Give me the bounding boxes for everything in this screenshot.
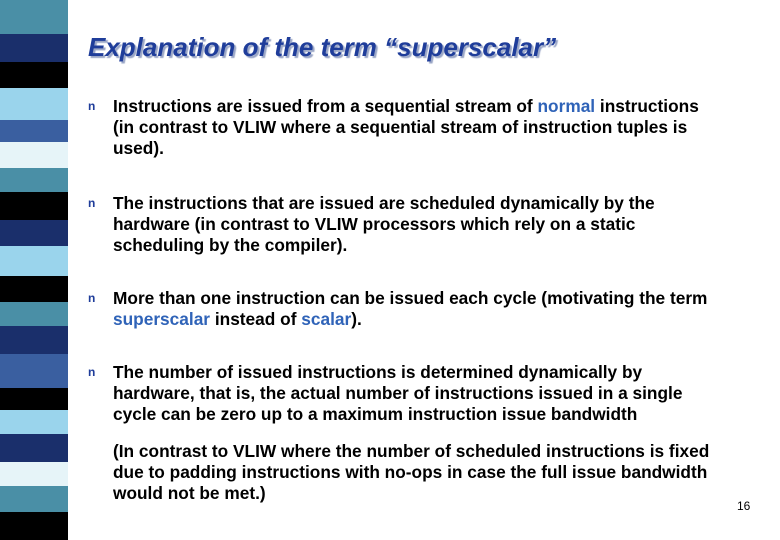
decorative-color-stripe — [0, 0, 68, 540]
bullet-item — [88, 96, 724, 159]
bullet-marker: n — [88, 99, 96, 113]
highlight-term: superscalar — [113, 309, 211, 329]
bullet-marker: n — [88, 365, 96, 379]
bullet-text: Instructions are issued from a sequential stream of normal instructions (in contrast to VLIW where a sequential stream of instruction tuples is used). — [113, 96, 699, 158]
bullet-item — [88, 193, 724, 256]
bullet-text: More than one instruction can be issued each cycle (motivating the term superscalar instead of scalar). — [113, 288, 708, 329]
bullet-text: The instructions that are issued are scheduled dynamically by the hardware (in contrast to VLIW processors which rely on a static scheduling by the compiler). — [113, 193, 655, 255]
bullet-marker: n — [88, 291, 96, 305]
slide-title: Explanation of the term “superscalar” — [88, 32, 557, 62]
page-number: 16 — [737, 499, 751, 513]
note-paragraph: (In contrast to VLIW where the number of scheduled instructions is fixed due to padding instructions with no-ops in case the full issue bandwidth would not be met.) — [113, 441, 710, 503]
bullet-marker: n — [88, 196, 96, 210]
highlight-term: scalar — [301, 309, 352, 329]
bullet-text: The number of issued instructions is determined dynamically by hardware, that is, the actual number of instructions issued in a single cycle can be zero up to a maximum instruction issue bandwidth — [113, 362, 683, 424]
bullet-item — [88, 288, 724, 330]
highlight-term: normal — [537, 96, 596, 116]
bullet-item — [88, 362, 724, 425]
